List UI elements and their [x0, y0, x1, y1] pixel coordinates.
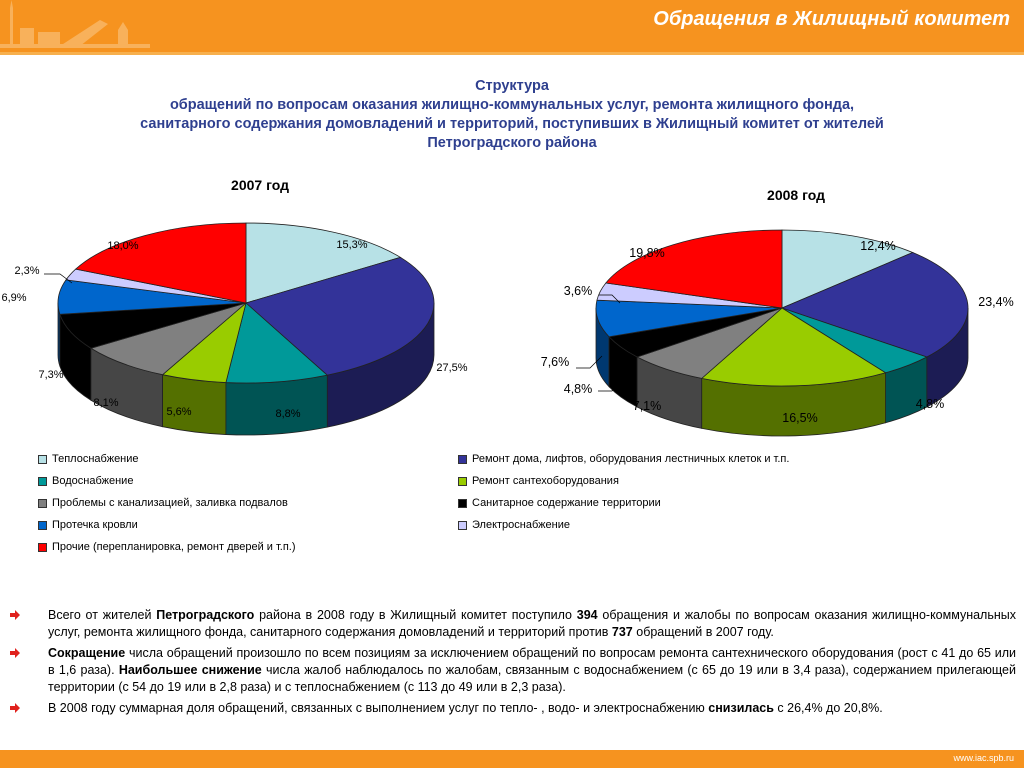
pie-charts [0, 170, 1024, 440]
page-title: Обращения в Жилищный комитет [653, 8, 1010, 30]
legend-label: Электроснабжение [472, 519, 570, 531]
note-text: с 26,4% до 20,8%. [773, 701, 883, 715]
pie-label-2008-4: 7,1% [632, 399, 662, 413]
note-emphasis: Наибольшее снижение [118, 663, 262, 677]
legend-item [458, 475, 619, 487]
legend-swatch [458, 499, 467, 508]
legend-item [38, 541, 296, 553]
pie-label-2008-6: 7,6% [540, 355, 570, 369]
pie-label-2008-5: 4,8% [563, 382, 593, 396]
pie-label-2007-8: 18,0% [107, 240, 139, 252]
pie-label-2008-1: 23,4% [978, 295, 1014, 309]
pie-label-2008-7: 3,6% [563, 284, 593, 298]
legend-item [38, 475, 133, 487]
note-paragraph [10, 700, 1016, 717]
legend-swatch [38, 543, 47, 552]
heading-line-1: Структура [475, 78, 549, 94]
heading-line-3: санитарного содержания домовладений и территорий, поступивших в Жилищный комитет от жителей [140, 116, 884, 132]
note-paragraph [10, 645, 1016, 696]
note-emphasis: 394 [576, 608, 598, 622]
pie-chart-2007 [1, 223, 467, 435]
legend-swatch [458, 521, 467, 530]
note-emphasis: 737 [611, 625, 633, 639]
pie-label-2007-4: 8,1% [93, 397, 119, 409]
note-emphasis: Сокращение [48, 646, 126, 660]
chart-heading [40, 77, 984, 153]
legend-item [458, 453, 789, 465]
legend-swatch [458, 455, 467, 464]
pie-label-2007-5: 7,3% [38, 369, 64, 381]
site-url: www.iac.spb.ru [953, 753, 1014, 763]
chart-legend [38, 450, 998, 570]
footer-bar [0, 750, 1024, 768]
pie-chart-2008 [541, 230, 1014, 436]
legend-label: Прочие (перепланировка, ремонт дверей и т.п.) [52, 541, 296, 553]
note-text: обращений в 2007 году. [632, 625, 774, 639]
legend-swatch [38, 477, 47, 486]
note-text: числа обращений произошло по всем позициям за исключением обращений по вопросам ремонта сантехнического оборудования (рост с 41 до 65 или в 1,6 раза). [48, 646, 1016, 677]
legend-item [458, 519, 570, 531]
legend-swatch [38, 521, 47, 530]
arrow-bullet-icon [10, 610, 20, 620]
pie-label-2007-3: 5,6% [166, 406, 192, 418]
note-text: района в 2008 году в Жилищный комитет поступило [254, 608, 577, 622]
note-text: Всего от жителей [48, 608, 157, 622]
legend-label: Ремонт сантехоборудования [472, 475, 619, 487]
legend-label: Протечка кровли [52, 519, 138, 531]
summary-notes [10, 607, 1016, 721]
pie-label-2007-2: 8,8% [275, 408, 301, 420]
legend-swatch [458, 477, 467, 486]
header-bar [0, 0, 1024, 55]
arrow-bullet-icon [10, 648, 20, 658]
heading-line-4: Петроградского района [427, 135, 597, 151]
legend-label: Водоснабжение [52, 475, 134, 487]
pie-side-2007-2 [226, 375, 327, 435]
legend-item [458, 497, 661, 509]
chart-title-2008: 2008 год [767, 187, 825, 203]
legend-item [38, 453, 139, 465]
pie-label-2007-7: 2,3% [14, 265, 40, 277]
legend-swatch [38, 499, 47, 508]
legend-label: Теплоснабжение [52, 453, 139, 465]
pie-label-2008-8: 19,8% [629, 246, 665, 260]
note-text: числа жалоб наблюдалось по жалобам, связанным с водоснабжением (с 65 до 19 или в 3,4 раза), содержанием прилегающей территории (с 54 до 19 или в 2,8 раза) и с теплоснабжением (с 113 до 49 или в 2,3 раза). [48, 663, 1016, 694]
note-paragraph [10, 607, 1016, 641]
legend-label: Проблемы с канализацией, заливка подвалов [52, 497, 288, 509]
legend-label: Ремонт дома, лифтов, оборудования лестничных клеток и т.п. [472, 453, 790, 465]
pie-label-2007-6: 6,9% [1, 292, 27, 304]
note-emphasis: Петроградского [156, 608, 255, 622]
heading-line-2: обращений по вопросам оказания жилищно-коммунальных услуг, ремонта жилищного фонда, [169, 97, 855, 113]
legend-swatch [38, 455, 47, 464]
pie-label-2008-0: 12,4% [860, 239, 896, 253]
city-skyline-logo [0, 0, 150, 52]
pie-label-2008-3: 16,5% [782, 411, 818, 425]
note-text: обращения и жалобы по вопросам оказания жилищно-коммунальных услуг, ремонта жилищного фонда, санитарного содержания домовладений и территорий против [48, 608, 1017, 639]
pie-label-2007-0: 15,3% [336, 239, 368, 251]
arrow-bullet-icon [10, 703, 20, 713]
pie-label-2008-2: 4,8% [915, 397, 945, 411]
pie-side-2007-3 [163, 375, 226, 435]
legend-label: Санитарное содержание территории [472, 497, 661, 509]
chart-title-2007: 2007 год [231, 177, 289, 193]
legend-item [38, 497, 288, 509]
pie-label-2007-1: 27,5% [436, 362, 468, 374]
note-text: В 2008 году суммарная доля обращений, связанных с выполнением услуг по тепло- , водо- и электроснабжению [48, 701, 709, 715]
legend-item [38, 519, 138, 531]
note-emphasis: снизилась [708, 701, 774, 715]
